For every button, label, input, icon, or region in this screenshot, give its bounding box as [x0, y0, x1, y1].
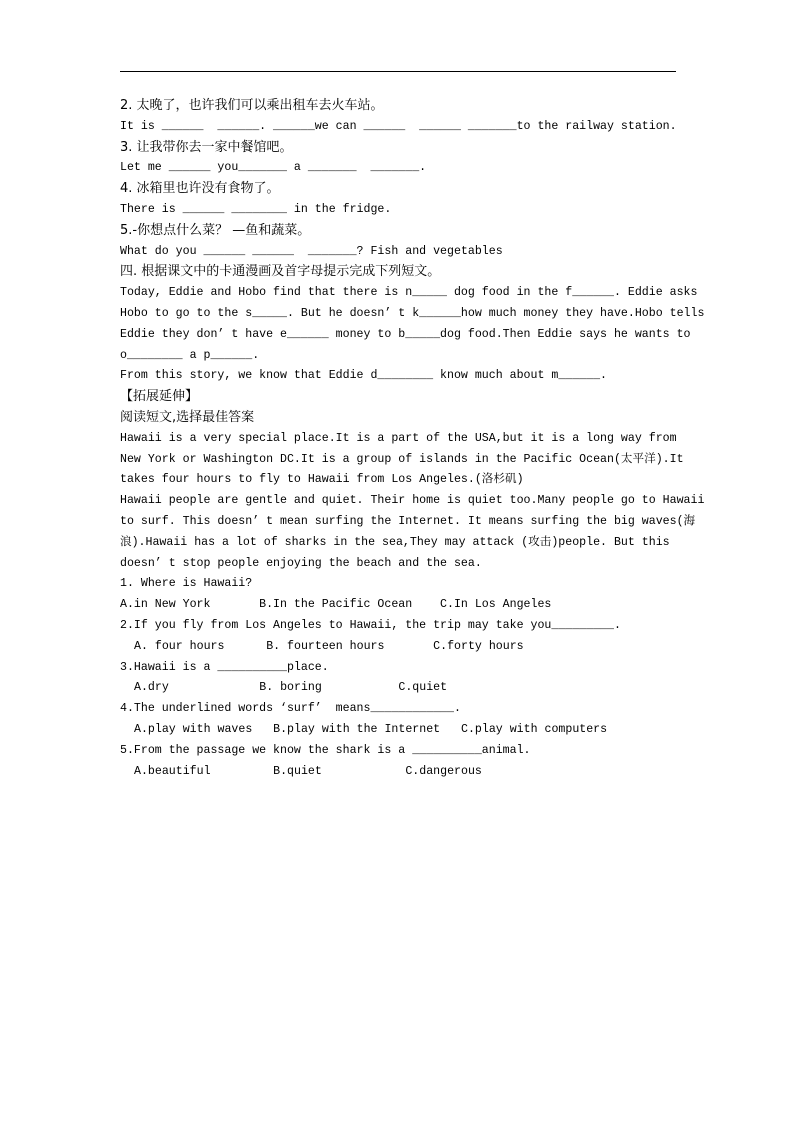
text-line: A.play with waves B.play with the Internet C.play with computers [134, 722, 608, 736]
text-line: takes four hours to fly to Hawaii from Los Angeles.(洛杉矶) [120, 473, 524, 487]
text-line: A. four hours B. fourteen hours C.forty hours [134, 639, 524, 653]
heading-line: 【拓展延伸】 [120, 389, 199, 405]
heading-line: 3. 让我带你去一家中餐馆吧。 [120, 139, 293, 155]
heading-line: 阅读短文,选择最佳答案 [120, 409, 255, 425]
text-line: Today, Eddie and Hobo find that there is n_____ dog food in the f______. Eddie asks [120, 286, 698, 300]
text-line: Let me ______ you_______ a _______ _______. [120, 161, 427, 175]
text-line: Eddie they don’ t have e______ money to b_____dog food.Then Eddie says he wants to [120, 327, 691, 341]
document-body [120, 96, 705, 782]
heading-line: 2. 太晚了，也许我们可以乘出租车去火车站。 [120, 98, 384, 113]
text-line: Hobo to go to the s_____. But he doesn’ t k______how much money they have.Hobo tells [120, 306, 705, 320]
text-line: A.beautiful B.quiet C.dangerous [134, 764, 482, 778]
text-line: It is ______ ______. ______we can ______ ______ _______to the railway station. [120, 119, 677, 133]
text-line: New York or Washington DC.It is a group of islands in the Pacific Ocean(太平洋).It [120, 452, 684, 466]
text-line: 3.Hawaii is a __________place. [120, 660, 329, 674]
text-line: A.dry B. boring C.quiet [134, 681, 448, 695]
text-line: Hawaii people are gentle and quiet. Their home is quiet too.Many people go to Hawaii [120, 494, 705, 508]
text-line: What do you ______ ______ _______? Fish and vegetables [120, 244, 503, 258]
text-line: 1. Where is Hawaii? [120, 577, 253, 591]
text-line: From this story, we know that Eddie d________ know much about m______. [120, 369, 608, 383]
heading-line: 四. 根据课文中的卡通漫画及首字母提示完成下列短文。 [120, 264, 441, 280]
text-line: 2.If you fly from Los Angeles to Hawaii, the trip may take you_________. [120, 618, 621, 632]
text-line: There is ______ ________ in the fridge. [120, 202, 392, 216]
text-line: 浪).Hawaii has a lot of sharks in the sea,They may attack (攻击)people. But this [120, 535, 670, 549]
text-line: doesn’ t stop people enjoying the beach and the sea. [120, 556, 482, 570]
heading-line: 5.-你想点什么菜？ —鱼和蔬菜。 [120, 222, 311, 238]
text-line: 5.From the passage we know the shark is a __________animal. [120, 743, 531, 757]
text-line: o________ a p______. [120, 348, 260, 362]
text-line: to surf. This doesn’ t mean surfing the Internet. It means surfing the big waves(海 [120, 514, 696, 528]
text-line: Hawaii is a very special place.It is a part of the USA,but it is a long way from [120, 431, 677, 445]
header-rule [120, 71, 676, 72]
text-line: A.in New York B.In the Pacific Ocean C.In Los Angeles [120, 598, 552, 612]
heading-line: 4. 冰箱里也许没有食物了。 [120, 181, 280, 197]
text-line: 4.The underlined words ‘surf’ means____________. [120, 702, 461, 716]
